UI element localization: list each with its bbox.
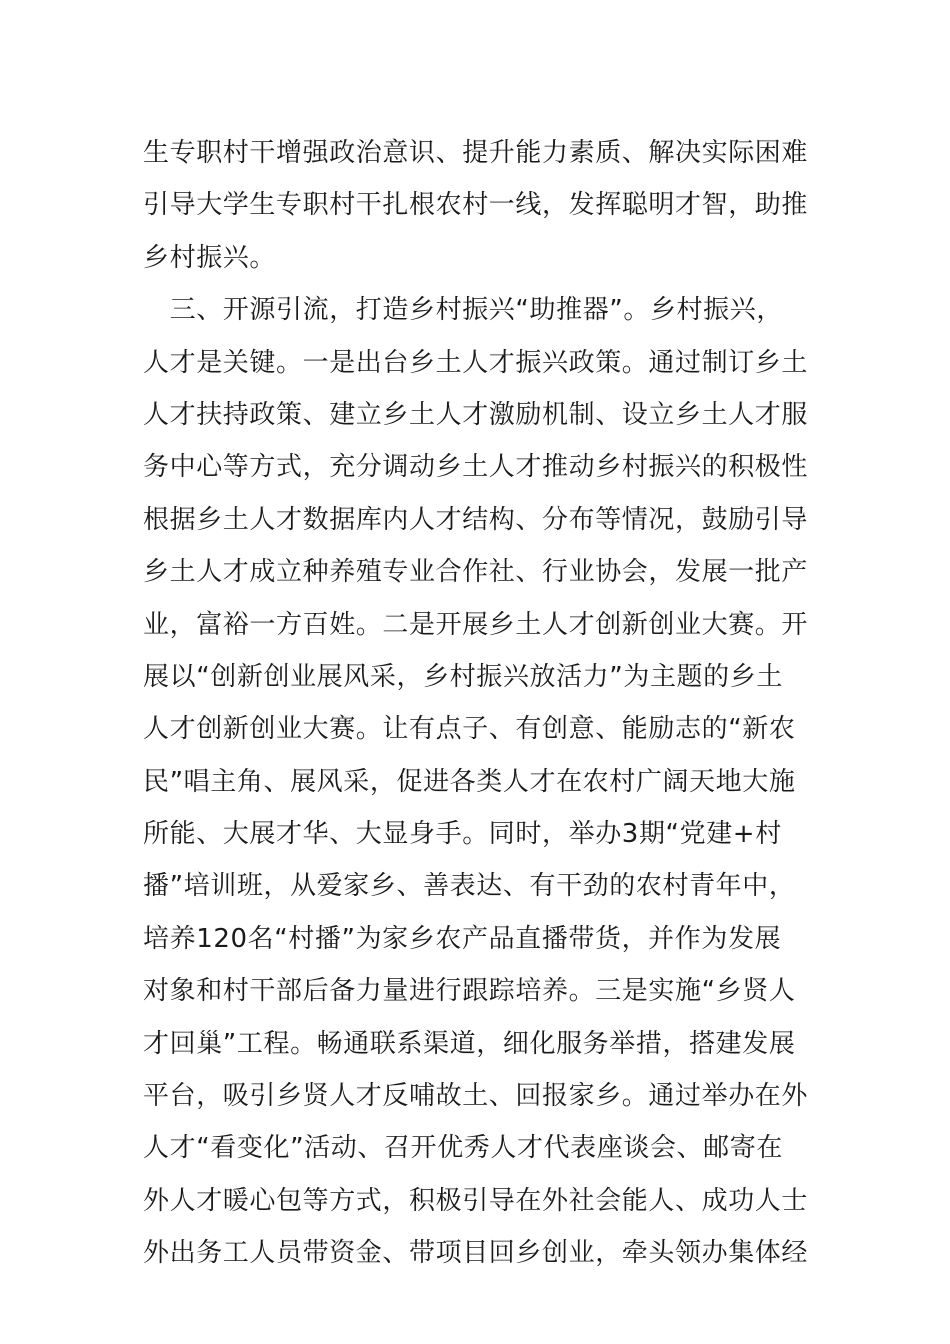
text-line: 外人才暖心包等方式，积极引导在外社会能人、成功人士 xyxy=(143,1185,809,1216)
text-line: 播”培训班，从爱家乡、善表达、有干劲的农村青年中， xyxy=(143,871,796,902)
text-line: 才回巢”工程。畅通联系渠道，细化服务举措，搭建发展 xyxy=(143,1028,796,1059)
text-line: 外出务工人员带资金、带项目回乡创业，牵头领办集体经 xyxy=(143,1238,809,1269)
text-line: 乡村振兴。 xyxy=(143,242,277,273)
text-line: 展以“创新创业展风采，乡村振兴放活力”为主题的乡土 xyxy=(143,661,783,692)
text-line: 人才创新创业大赛。让有点子、有创意、能励志的“新农 xyxy=(143,714,796,745)
text-line: 人才“看变化”活动、召开优秀人才代表座谈会、邮寄在 xyxy=(143,1133,783,1164)
text-line: 平台，吸引乡贤人才反哺故土、回报家乡。通过举办在外 xyxy=(143,1081,809,1112)
text-line: 生专职村干增强政治意识、提升能力素质、解决实际困难 xyxy=(143,138,809,168)
text-line: 对象和村干部后备力量进行跟踪培养。三是实施“乡贤人 xyxy=(143,976,796,1007)
text-line: 培养120名“村播”为家乡农产品直播带货，并作为发展 xyxy=(143,923,782,954)
text-line: 人才扶持政策、建立乡土人才激励机制、设立乡土人才服 xyxy=(143,399,809,430)
text-line: 所能、大展才华、大显身手。同时，举办3期“党建+村 xyxy=(143,819,782,850)
text-line: 引导大学生专职村干扎根农村一线，发挥聪明才智，助推 xyxy=(143,190,809,221)
text-line: 务中心等方式，充分调动乡土人才推动乡村振兴的积极性 xyxy=(143,452,809,483)
document-body xyxy=(143,127,843,1280)
paragraph-start-line: 三、开源引流，打造乡村振兴“助推器”。乡村振兴， xyxy=(143,295,783,326)
text-line: 人才是关键。一是出台乡土人才振兴政策。通过制订乡土 xyxy=(143,347,809,378)
text-line: 民”唱主角、展风采，促进各类人才在农村广阔天地大施 xyxy=(143,766,796,797)
text-line: 乡土人才成立种养殖专业合作社、行业协会，发展一批产 xyxy=(143,557,809,588)
text-line: 根据乡土人才数据库内人才结构、分布等情况，鼓励引导 xyxy=(143,504,809,535)
text-line: 业，富裕一方百姓。二是开展乡土人才创新创业大赛。开 xyxy=(143,609,809,640)
